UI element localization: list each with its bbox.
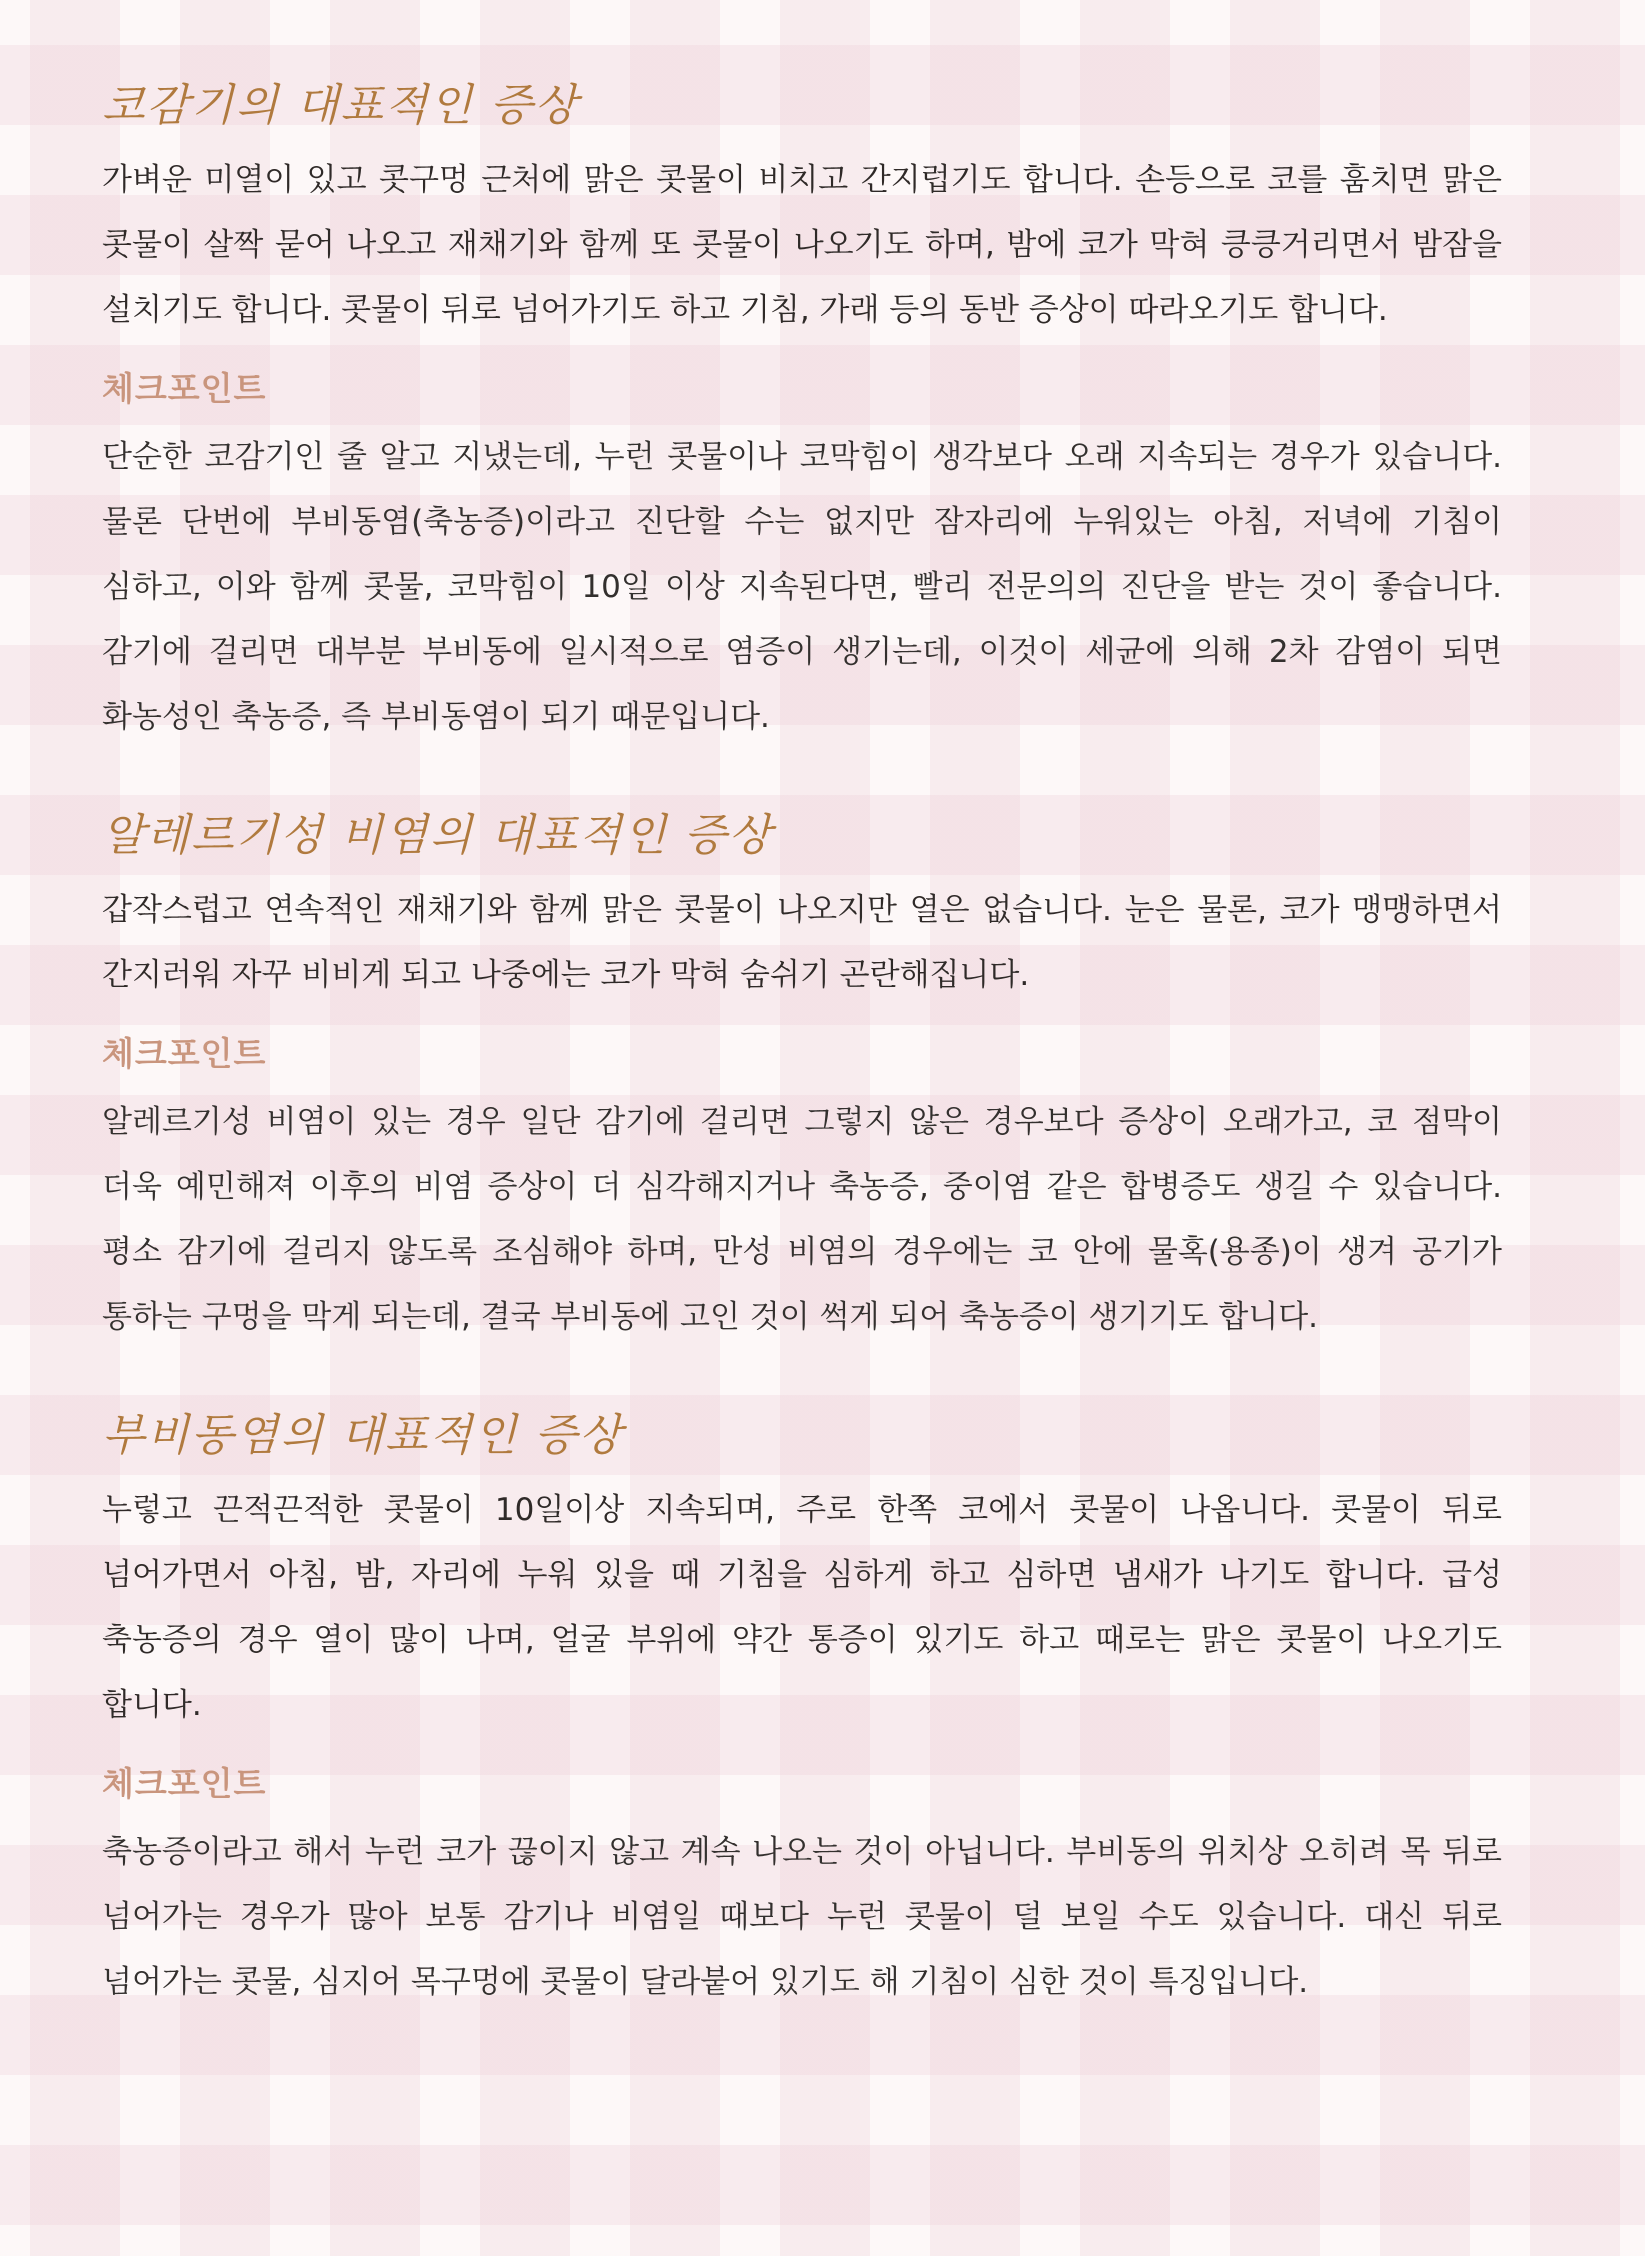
checkpoint-label: 체크포인트 xyxy=(102,369,267,408)
section-title: 부비동염의 대표적인 증상 xyxy=(102,1410,624,1461)
checkpoint-text: 알레르기성 비염이 있는 경우 일단 감기에 걸리면 그렇지 않은 경우보다 증상이 오래가고, 코 점막이 더욱 예민해져 이후의 비염 증상이 더 심각해지거나 축농증, 중이염 같은 합병증도 생길 수 있습니다. 평소 감기에 걸리지 않도록 조심해야 하며, 만성 비염의 경우에는 코 안에 물혹(용종)이 생겨 공기가 통하는 구멍을 막게 되는데, 결국 부비동에 고인 것이 썩게 되어 축농증이 생기기도 합니다. xyxy=(102,1104,1502,1335)
section-body: 갑작스럽고 연속적인 재채기와 함께 맑은 콧물이 나오지만 열은 없습니다. 눈은 물론, 코가 맹맹하면서 간지러워 자꾸 비비게 되고 나중에는 코가 막혀 숨쉬기 곤란해집니다. xyxy=(102,892,1502,993)
section-title: 알레르기성 비염의 대표적인 증상 xyxy=(102,810,774,861)
section-title: 코감기의 대표적인 증상 xyxy=(102,80,580,131)
checkpoint-text: 축농증이라고 해서 누런 코가 끊이지 않고 계속 나오는 것이 아닙니다. 부비동의 위치상 오히려 목 뒤로 넘어가는 경우가 많아 보통 감기나 비염일 때보다 누런 콧물이 덜 보일 수도 있습니다. 대신 뒤로 넘어가는 콧물, 심지어 목구멍에 콧물이 달라붙어 있기도 해 기침이 심한 것이 특징입니다. xyxy=(102,1834,1502,2000)
section-cold xyxy=(102,78,1502,750)
checkpoint-label: 체크포인트 xyxy=(102,1034,267,1073)
section-body: 누렇고 끈적끈적한 콧물이 10일이상 지속되며, 주로 한쪽 코에서 콧물이 나옵니다. 콧물이 뒤로 넘어가면서 아침, 밤, 자리에 누워 있을 때 기침을 심하게 하고 심하면 냄새가 나기도 합니다. 급성 축농증의 경우 열이 많이 나며, 얼굴 부위에 약간 통증이 있기도 하고 때로는 맑은 콧물이 나오기도 합니다. xyxy=(102,1492,1502,1723)
section-body: 가벼운 미열이 있고 콧구멍 근처에 맑은 콧물이 비치고 간지럽기도 합니다. 손등으로 코를 훔치면 맑은 콧물이 살짝 묻어 나오고 재채기와 함께 또 콧물이 나오기도 하며, 밤에 코가 막혀 킁킁거리면서 밤잠을 설치기도 합니다. 콧물이 뒤로 넘어가기도 하고 기침, 가래 등의 동반 증상이 따라오기도 합니다. xyxy=(102,162,1502,328)
checkpoint-text: 단순한 코감기인 줄 알고 지냈는데, 누런 콧물이나 코막힘이 생각보다 오래 지속되는 경우가 있습니다. 물론 단번에 부비동염(축농증)이라고 진단할 수는 없지만 잠자리에 누워있는 아침, 저녁에 기침이 심하고, 이와 함께 콧물, 코막힘이 10일 이상 지속된다면, 빨리 전문의의 진단을 받는 것이 좋습니다. 감기에 걸리면 대부분 부비동에 일시적으로 염증이 생기는데, 이것이 세균에 의해 2차 감염이 되면 화농성인 축농증, 즉 부비동염이 되기 때문입니다. xyxy=(102,439,1502,735)
section-sinusitis xyxy=(102,1408,1502,2015)
checkpoint-label: 체크포인트 xyxy=(102,1764,267,1803)
section-allergic-rhinitis xyxy=(102,808,1502,1350)
document-page xyxy=(102,78,1502,2015)
